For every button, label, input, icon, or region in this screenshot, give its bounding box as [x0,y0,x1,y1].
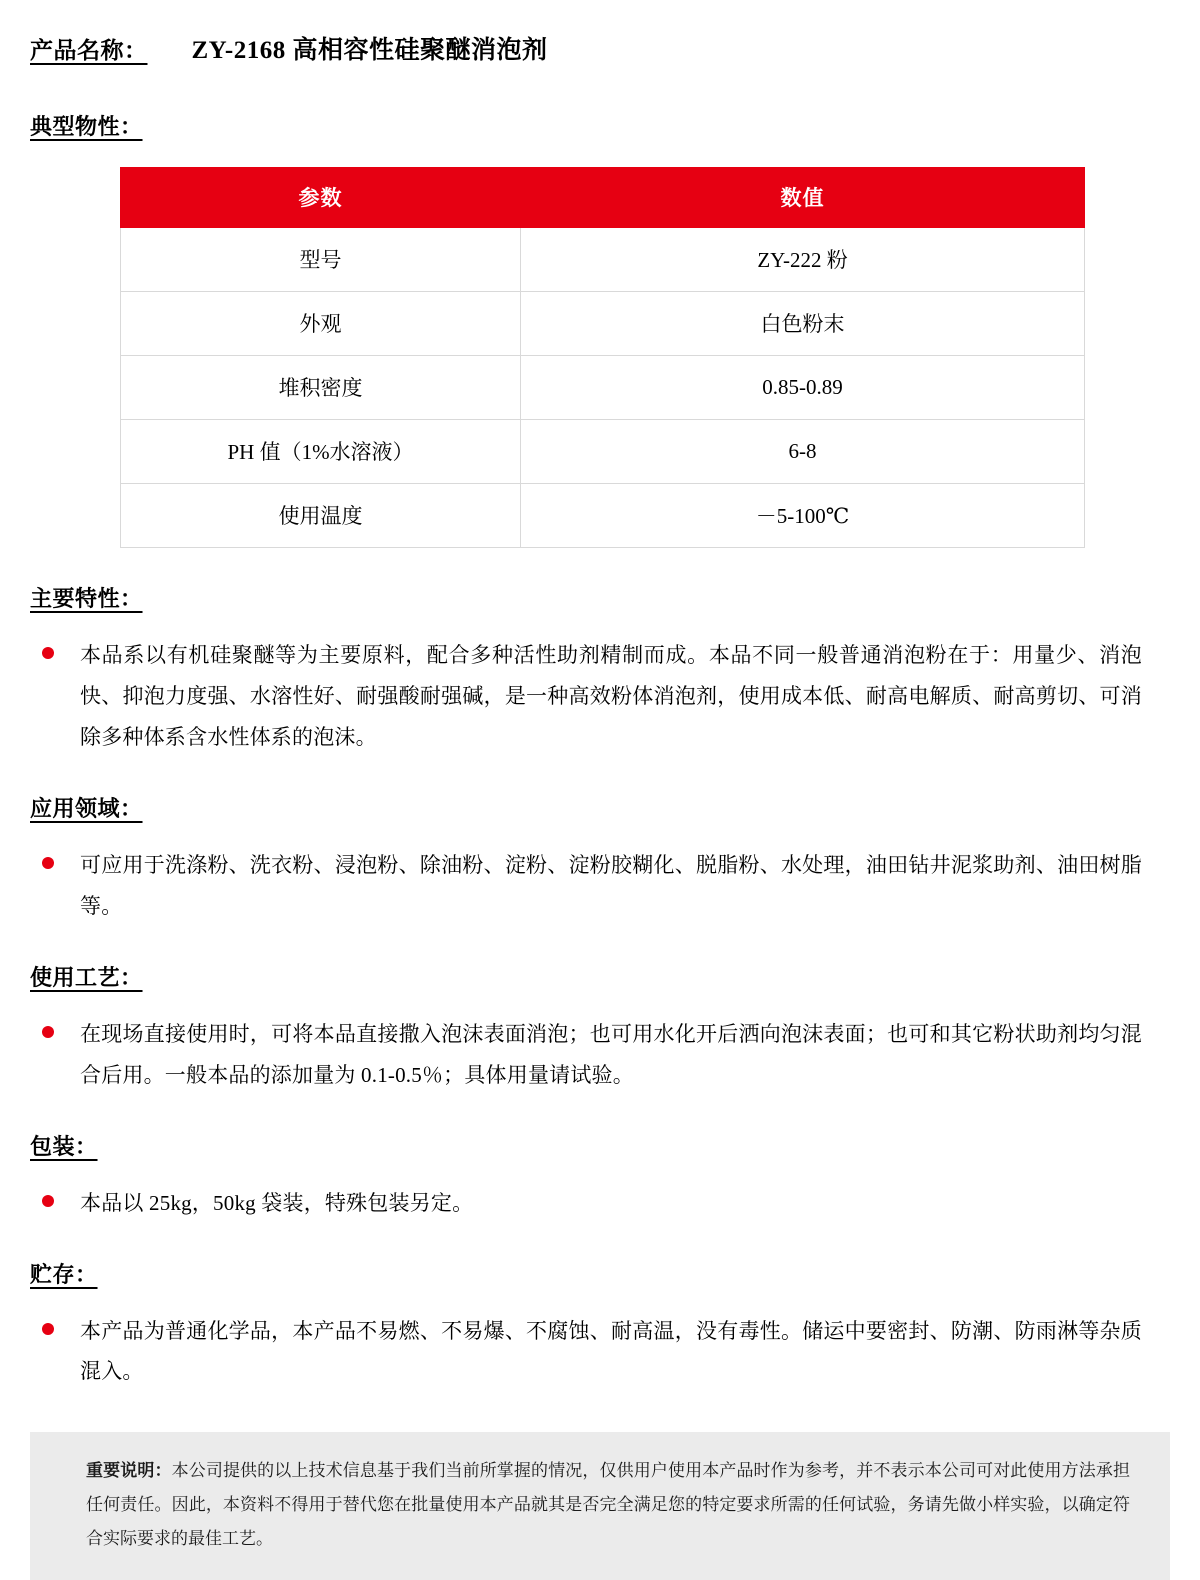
product-name-label: 产品名称： [30,38,148,63]
list-item [30,1311,1170,1393]
important-note-label: 重要说明： [86,1461,172,1481]
bullet-dot-icon [42,647,54,659]
bullet-dot-icon [42,1026,54,1038]
packaging-text: 本品以 25kg，50kg 袋装，特殊包装另定。 [80,1190,474,1215]
table-header-row [121,168,1085,228]
section-heading-packaging: 包装： [30,1133,98,1159]
table-cell-parameter: 外观 [121,292,521,356]
typical-properties-table [120,167,1085,548]
list-item [30,1014,1170,1096]
important-note-text: 本公司提供的以上技术信息基于我们当前所掌握的情况，仅供用户使用本产品时作为参考，并不表示本公司可对此使用方法承担任何责任。因此，本资料不得用于替代您在批量使用本产品就其是否完全满足您的特定要求所需的任何试验，务请先做小样实验，以确定符合实际要求的最佳工艺。 [86,1461,1131,1549]
list-item [30,845,1170,927]
section-heading-features: 主要特性： [30,586,143,611]
process-text: 在现场直接使用时，可将本品直接撒入泡沫表面消泡；也可用水化开后洒向泡沫表面；也可和其它粉状助剂均匀混合后用。一般本品的添加量为 0.1-0.5％；具体用量请试验。 [80,1021,1142,1087]
table-row [121,356,1085,420]
section-heading-storage: 贮存： [30,1261,98,1287]
list-item [30,1183,1170,1224]
table-cell-value: ZY-222 粉 [521,228,1085,292]
product-title-row [30,30,1170,66]
section-heading-applications: 应用领域： [30,795,143,821]
bullet-dot-icon [42,857,54,869]
table-cell-parameter: 型号 [121,228,521,292]
important-note [30,1432,1170,1580]
table-cell-parameter: 堆积密度 [121,356,521,420]
features-text: 本品系以有机硅聚醚等为主要原料，配合多种活性助剂精制而成。本品不同一般普通消泡粉在于：用量少、消泡快、抑泡力度强、水溶性好、耐强酸耐强碱，是一种高效粉体消泡剂，使用成本低、耐高电解质、耐高剪切、可消除多种体系含水性体系的泡沫。 [80,643,1142,749]
table-cell-value: 0.85-0.89 [521,356,1085,420]
section-heading-properties: 典型物性： [30,114,143,139]
table-row [121,228,1085,292]
table-cell-parameter: PH 值（1%水溶液） [121,420,521,484]
storage-text: 本产品为普通化学品，本产品不易燃、不易爆、不腐蚀、耐高温，没有毒性。储运中要密封、防潮、防雨淋等杂质混入。 [80,1318,1142,1384]
table-cell-value: －5-100℃ [521,484,1085,548]
table-row [121,484,1085,548]
list-item [30,635,1170,758]
table-header-parameter: 参数 [121,168,521,228]
table-header-value: 数值 [521,168,1085,228]
applications-text: 可应用于洗涤粉、洗衣粉、浸泡粉、除油粉、淀粉、淀粉胶糊化、脱脂粉、水处理，油田钻井泥浆助剂、油田树脂等。 [80,852,1142,918]
section-heading-process: 使用工艺： [30,964,143,990]
table-row [121,420,1085,484]
table-row [121,292,1085,356]
table-cell-value: 6-8 [521,420,1085,484]
table-cell-parameter: 使用温度 [121,484,521,548]
table-cell-value: 白色粉末 [521,292,1085,356]
bullet-dot-icon [42,1195,54,1207]
bullet-dot-icon [42,1323,54,1335]
product-name-value: ZY-2168 高相容性硅聚醚消泡剂 [191,37,548,64]
